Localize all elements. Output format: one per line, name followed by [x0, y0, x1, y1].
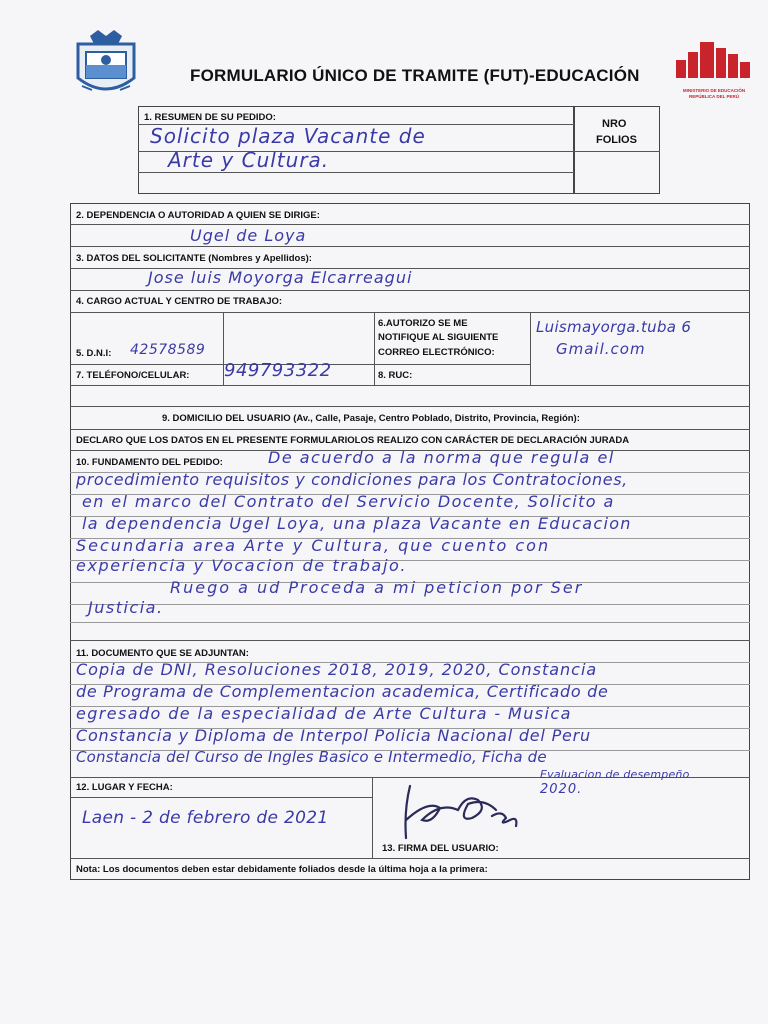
grounds-line-4: la dependencia Ugel Loya, una plaza Vacante en Educacion	[82, 514, 632, 533]
email-value-line-2: Gmail.com	[556, 340, 646, 358]
place-date-value: Laen - 2 de febrero de 2021	[82, 808, 329, 828]
applicant-value: Jose luis Moyorga Elcarreagui	[148, 268, 413, 287]
place-date-label: 12. LUGAR Y FECHA:	[76, 782, 173, 793]
authority-value: Ugel de Loya	[190, 226, 307, 245]
folios-label-nro: NRO	[602, 118, 627, 130]
authority-label: 2. DEPENDENCIA O AUTORIDAD A QUIEN SE DIRIGE:	[76, 210, 320, 221]
grounds-label: 10. FUNDAMENTO DEL PEDIDO:	[76, 457, 223, 468]
grounds-line-5: Secundaria area Arte y Cultura, que cuento con	[76, 536, 551, 555]
attachments-line-1: Copia de DNI, Resoluciones 2018, 2019, 2020, Constancia	[76, 660, 598, 679]
email-value-line-1: Luismayorga.tuba 6	[536, 318, 692, 336]
email-auth-label-1: 6.AUTORIZO SE ME	[378, 318, 468, 329]
regional-crest-logo	[68, 26, 144, 102]
attachments-line-7: 2020.	[540, 782, 583, 797]
grounds-line-2: procedimiento requisitos y condiciones para los Contratociones,	[76, 470, 628, 489]
phone-label: 7. TELÉFONO/CELULAR:	[76, 370, 190, 381]
grounds-line-7: Ruego a ud Proceda a mi peticion por Ser	[170, 578, 584, 597]
email-auth-label-3: CORREO ELECTRÓNICO:	[378, 347, 495, 358]
address-label: 9. DOMICILIO DEL USUARIO (Av., Calle, Pasaje, Centro Poblado, Distrito, Provincia, Región):	[162, 413, 580, 424]
grounds-line-1: De acuerdo a la norma que regula el	[268, 448, 615, 467]
ruc-label: 8. RUC:	[378, 370, 413, 381]
folios-label-folios: FOLIOS	[596, 134, 637, 146]
summary-label: 1. RESUMEN DE SU PEDIDO:	[144, 112, 276, 123]
attachments-label: 11. DOCUMENTO QUE SE ADJUNTAN:	[76, 648, 249, 659]
grounds-line-6: experiencia y Vocacion de trabajo.	[76, 556, 408, 575]
email-auth-label-2: NOTIFIQUE AL SIGUIENTE	[378, 332, 499, 343]
attachments-line-4: Constancia y Diploma de Interpol Policia Nacional del Peru	[76, 726, 591, 745]
grounds-line-8: Justicia.	[88, 598, 164, 617]
attachments-line-5: Constancia del Curso de Ingles Basico e Intermedio, Ficha de	[76, 748, 547, 766]
signature-label: 13. FIRMA DEL USUARIO:	[382, 843, 499, 854]
phone-value: 949793322	[224, 360, 332, 381]
note-text: Nota: Los documentos deben estar debidamente foliados desde la última hoja a la primera:	[76, 864, 488, 875]
ministry-logo-text: MINISTERIO DE EDUCACIÓN REPÚBLICA DEL PERÚ	[682, 88, 746, 99]
signature-image	[388, 780, 528, 842]
dni-label: 5. D.N.I:	[76, 348, 112, 359]
form-title: FORMULARIO ÚNICO DE TRAMITE (FUT)-EDUCACIÓN	[190, 66, 640, 85]
dni-value: 42578589	[130, 342, 206, 358]
attachments-line-3: egresado de la especialidad de Arte Cultura - Musica	[76, 704, 572, 723]
ministry-logo	[674, 38, 754, 88]
grounds-line-3: en el marco del Contrato del Servicio Docente, Solicito a	[82, 492, 615, 511]
summary-line-2: Arte y Cultura.	[168, 148, 330, 172]
attachments-line-2: de Programa de Complementacion academica, Certificado de	[76, 682, 609, 701]
summary-line-1: Solicito plaza Vacante de	[150, 124, 426, 148]
attachments-line-6: Evaluacion de desempeño	[540, 768, 690, 781]
applicant-label: 3. DATOS DEL SOLICITANTE (Nombres y Apellidos):	[76, 253, 312, 264]
position-label: 4. CARGO ACTUAL Y CENTRO DE TRABAJO:	[76, 296, 283, 307]
declaration-text: DECLARO QUE LOS DATOS EN EL PRESENTE FORMULARIOLOS REALIZO CON CARÁCTER DE DECLARACIÓN JURADA	[76, 435, 630, 446]
